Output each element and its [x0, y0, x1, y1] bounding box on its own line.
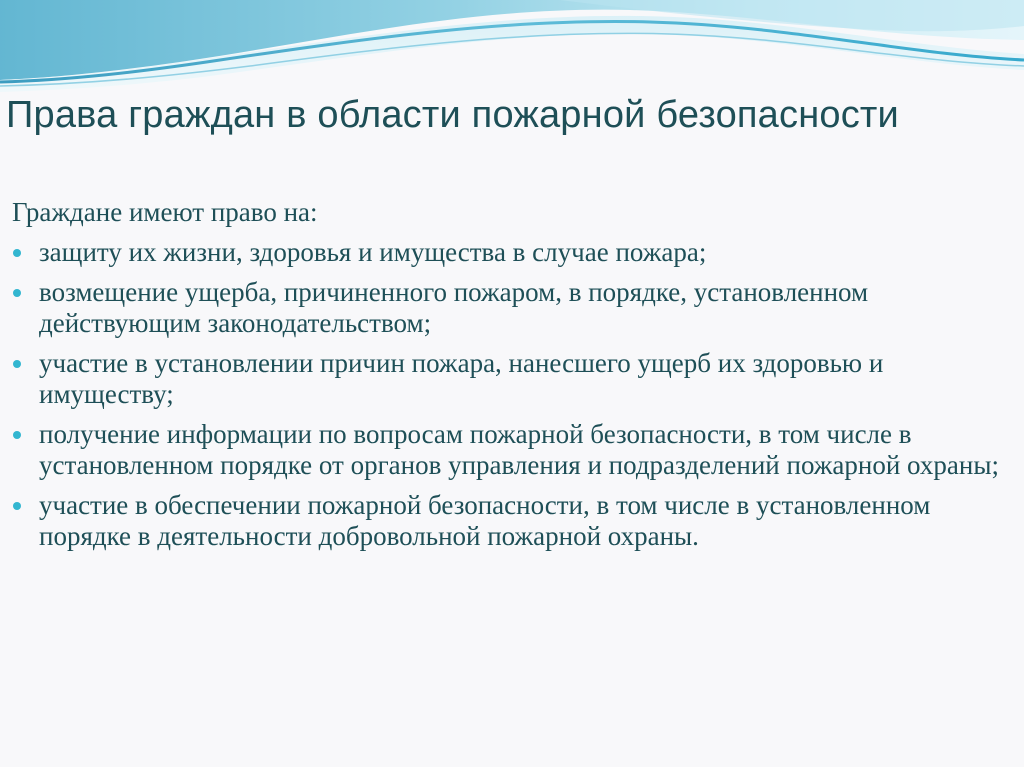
list-item: [12, 490, 1012, 552]
bullet-list: [12, 237, 1012, 552]
bullet-dot-icon: [13, 360, 21, 368]
list-item-text: участие в установлении причин пожара, нанесшего ущерб их здоровью и имуществу;: [39, 348, 884, 409]
list-item-text: получение информации по вопросам пожарной безопасности, в том числе в установленном порядке от органов управления и подразделений пожарной охраны;: [39, 419, 999, 480]
bullet-dot-icon: [13, 249, 21, 257]
list-item-text: возмещение ущерба, причиненного пожаром, в порядке, установленном действующим законодательством;: [39, 277, 869, 338]
list-item: [12, 419, 1012, 481]
slide-body: [12, 197, 1012, 561]
wave-header-decoration: [0, 0, 1024, 100]
bullet-dot-icon: [13, 502, 21, 510]
list-item-text: защиту их жизни, здоровья и имущества в случае пожара;: [39, 237, 707, 267]
list-item-text: участие в обеспечении пожарной безопасности, в том числе в установленном порядке в деятельности добровольной пожарной охраны.: [39, 490, 931, 551]
list-item: [12, 237, 1012, 268]
intro-text: Граждане имеют право на:: [12, 197, 318, 227]
bullet-dot-icon: [13, 431, 21, 439]
slide-title: Права граждан в области пожарной безопасности: [6, 94, 899, 136]
list-item: [12, 277, 1012, 339]
bullet-dot-icon: [13, 289, 21, 297]
list-item: [12, 348, 1012, 410]
